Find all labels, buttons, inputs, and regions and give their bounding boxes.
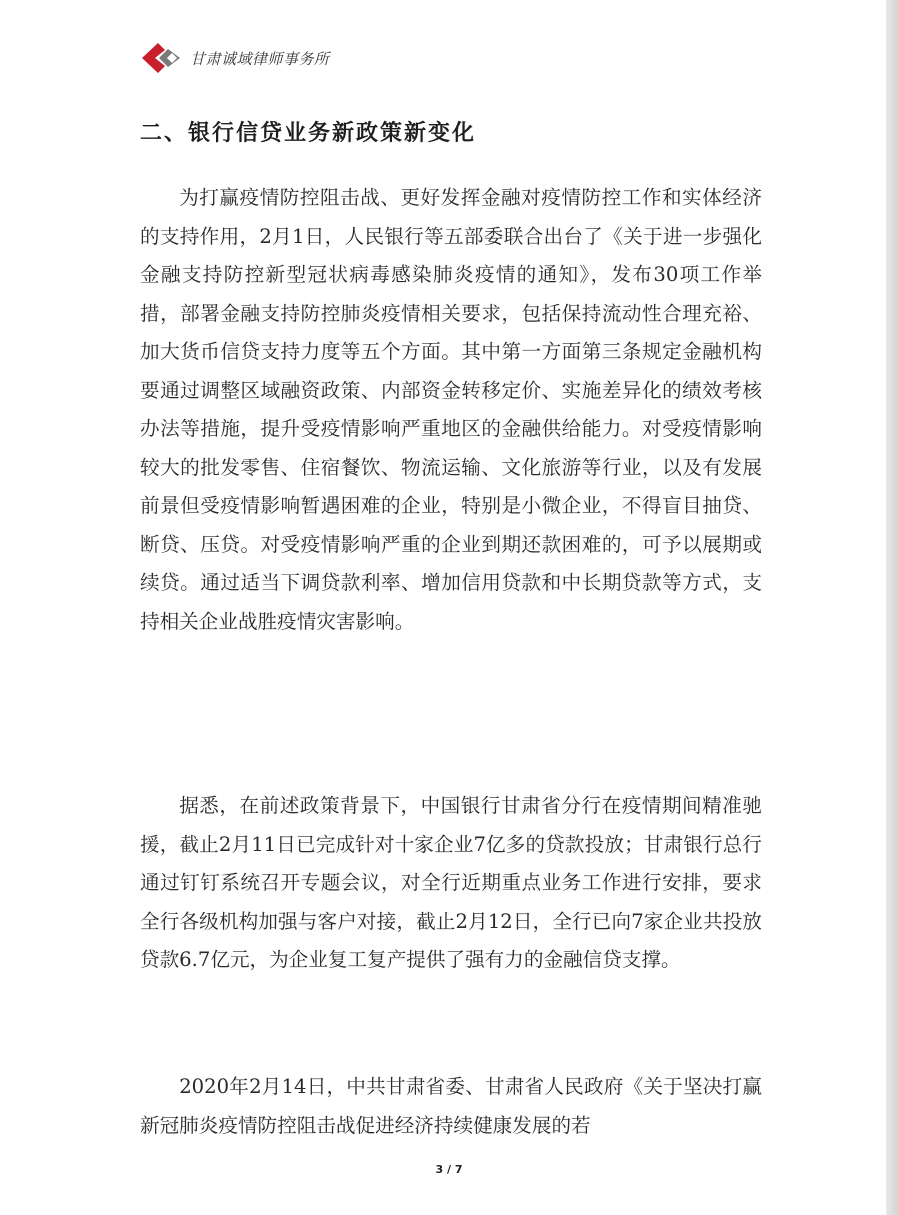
- document-header: [138, 38, 330, 78]
- page-edge: [886, 0, 898, 1215]
- law-firm-logo-icon: [138, 38, 184, 78]
- firm-name: 甘肃诚域律师事务所: [190, 49, 330, 68]
- section-heading: 二、银行信贷业务新政策新变化: [140, 121, 477, 146]
- paragraph-1: 为打赢疫情防控阻击战、更好发挥金融对疫情防控工作和实体经济的支持作用，2月1日，人民银行等五部委联合出台了《关于进一步强化金融支持防控新型冠状病毒感染肺炎疫情的通知》，发布30项工作举措，部署金融支持防控肺炎疫情相关要求，包括保持流动性合理充裕、加大货币信贷支持力度等五个方面。其中第一方面第三条规定金融机构要通过调整区域融资政策、内部资金转移定价、实施差异化的绩效考核办法等措施，提升受疫情影响严重地区的金融供给能力。对受疫情影响较大的批发零售、住宿餐饮、物流运输、文化旅游等行业，以及有发展前景但受疫情影响暂遇困难的企业，特别是小微企业，不得盲目抽贷、断贷、压贷。对受疫情影响严重的企业到期还款困难的，可予以展期或续贷。通过适当下调贷款利率、增加信用贷款和中长期贷款等方式，支持相关企业战胜疫情灾害影响。: [140, 186, 762, 633]
- paragraph-3: 2020年2月14日，中共甘肃省委、甘肃省人民政府《关于坚决打赢新冠肺炎疫情防控阻击战促进经济持续健康发展的若: [140, 1075, 762, 1137]
- page-number: 3 / 7: [435, 1163, 463, 1176]
- paragraph-2: 据悉，在前述政策背景下，中国银行甘肃省分行在疫情期间精准驰援，截止2月11日已完成针对十家企业7亿多的贷款投放；甘肃银行总行通过钉钉系统召开专题会议，对全行近期重点业务工作进行安排，要求全行各级机构加强与客户对接，截止2月12日，全行已向7家企业共投放贷款6.7亿元，为企业复工复产提供了强有力的金融信贷支撑。: [140, 794, 762, 971]
